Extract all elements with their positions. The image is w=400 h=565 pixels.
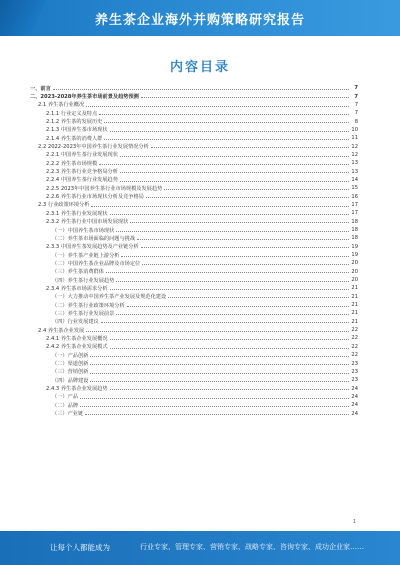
toc-entry-page: 10	[351, 126, 358, 133]
toc-leader-dots	[86, 106, 349, 107]
toc-entry-page: 12	[351, 143, 358, 150]
toc-entry-label: （二）渠道创新	[52, 361, 89, 368]
toc-leader-dots	[164, 189, 349, 190]
toc-leader-dots	[80, 406, 349, 407]
toc-leader-dots	[110, 289, 349, 290]
toc-leader-dots	[120, 172, 349, 173]
toc-entry[interactable]	[30, 243, 358, 251]
toc-entry-label: （四）行业发展建议	[52, 319, 99, 326]
toc-entry-label: 2.1 养生茶行业概况	[38, 102, 85, 109]
toc-leader-dots	[99, 114, 349, 115]
toc-leader-dots	[104, 139, 349, 140]
toc-entry-page: 23	[351, 360, 358, 367]
toc-entry-label: （一）产品创新	[52, 352, 89, 359]
toc-entry[interactable]	[30, 301, 358, 309]
toc-heading: 内容目录	[169, 60, 230, 75]
toc-entry-label: （一）中国养生茶市场现状	[52, 227, 115, 234]
toc-entry-label: （二）中国养生茶企业品牌及市场定位	[52, 260, 141, 267]
page-number: 1	[352, 519, 356, 525]
toc-entry-page: 8	[354, 118, 358, 125]
toc-entry[interactable]	[30, 309, 358, 317]
toc-entry-label: 2.2.3 养生茶行业竞争格局分析	[46, 169, 118, 176]
toc-entry-page: 24	[351, 402, 358, 409]
toc-entry-label: 一、前言	[30, 85, 51, 92]
toc-entry-page: 7	[354, 110, 358, 117]
toc-leader-dots	[141, 97, 349, 98]
toc-entry-label: （三）养生茶行业发展前景	[52, 310, 115, 317]
toc-entry-page: 24	[351, 410, 358, 417]
toc-entry-label: （一）产品	[52, 394, 78, 401]
footer-roles: 行业专家、管理专家、营销专家、战略专家、咨询专家、成功企业家……	[140, 543, 364, 551]
toc-leader-dots	[168, 297, 349, 298]
toc-entry[interactable]	[30, 176, 358, 184]
toc-entry-page: 14	[351, 176, 358, 183]
toc-leader-dots	[106, 272, 349, 273]
toc-entry[interactable]	[30, 126, 358, 134]
toc-entry-page: 20	[351, 260, 358, 267]
toc-entry[interactable]	[30, 384, 358, 392]
toc-entry[interactable]	[30, 251, 358, 259]
toc-entry-page: 21	[351, 318, 358, 325]
toc-entry-page: 15	[351, 185, 358, 192]
toc-entry[interactable]	[30, 259, 358, 267]
toc-leader-dots	[85, 414, 349, 415]
toc-entry-page: 22	[351, 352, 358, 359]
toc-entry-label: 2.1.1 行业定义及特点	[46, 110, 98, 117]
toc-entry[interactable]	[30, 201, 358, 209]
toc-entry[interactable]	[30, 142, 358, 150]
toc-entry-label: 2.2.2 养生茶市场规模	[46, 160, 98, 167]
table-of-contents	[30, 84, 358, 418]
toc-entry[interactable]	[30, 101, 358, 109]
toc-entry-page: 21	[351, 302, 358, 309]
toc-entry-page: 17	[351, 210, 358, 217]
toc-leader-dots	[120, 156, 349, 157]
toc-entry-page: 20	[351, 268, 358, 275]
toc-entry-page: 21	[351, 293, 358, 300]
toc-leader-dots	[90, 381, 349, 382]
toc-entry-label: 2.4 养生茶企业发展	[38, 327, 85, 334]
toc-entry[interactable]	[30, 117, 358, 125]
toc-leader-dots	[116, 314, 349, 315]
toc-entry[interactable]	[30, 393, 358, 401]
toc-entry-label: （二）品牌	[52, 402, 78, 409]
toc-entry-page: 24	[351, 393, 358, 400]
toc-entry-label: （四）养生茶行业发展趋势	[52, 277, 115, 284]
toc-entry[interactable]	[30, 368, 358, 376]
toc-leader-dots	[91, 206, 349, 207]
toc-entry[interactable]	[30, 209, 358, 217]
toc-entry-page: 13	[351, 160, 358, 167]
toc-entry-label: （三）养生茶消费群体	[52, 269, 104, 276]
toc-entry[interactable]	[30, 318, 358, 326]
toc-leader-dots	[110, 389, 349, 390]
toc-entry-page: 17	[351, 201, 358, 208]
toc-entry-page: 21	[351, 310, 358, 317]
toc-entry-label: 2.3.4 养生茶市场需求分析	[46, 285, 108, 292]
toc-entry-page: 22	[351, 343, 358, 350]
toc-entry[interactable]	[30, 268, 358, 276]
toc-leader-dots	[80, 398, 349, 399]
toc-leader-dots	[116, 231, 349, 232]
toc-entry-label: 2.3.2 养生茶行业中国市场发展现状	[46, 219, 129, 226]
toc-entry-label: （二）养生茶行业政策环境分析	[52, 302, 125, 309]
toc-entry[interactable]	[30, 351, 358, 359]
toc-entry[interactable]	[30, 401, 358, 409]
toc-entry-label: （一）大力推动中国养生茶产业发展及规范化建设	[52, 294, 167, 301]
toc-leader-dots	[151, 147, 349, 148]
toc-entry-label: 2.3.3 中国养生茶发展趋势及产业链分析	[46, 244, 139, 251]
toc-leader-dots	[101, 322, 349, 323]
toc-leader-dots	[90, 364, 349, 365]
toc-entry-page: 23	[351, 368, 358, 375]
toc-entry-page: 12	[351, 151, 358, 158]
toc-entry-label: 2.4.3 养生茶企业发展趋势	[46, 386, 108, 393]
toc-entry-page: 22	[351, 327, 358, 334]
toc-entry[interactable]	[30, 343, 358, 351]
toc-entry[interactable]	[30, 409, 358, 417]
toc-entry[interactable]	[30, 284, 358, 292]
toc-entry[interactable]	[30, 234, 358, 242]
toc-leader-dots	[99, 164, 349, 165]
toc-entry-label: 2.2 2022-2023年中国养生茶行业发展情况分析	[38, 144, 149, 151]
toc-leader-dots	[104, 122, 349, 123]
toc-leader-dots	[146, 197, 349, 198]
toc-entry[interactable]	[30, 218, 358, 226]
toc-entry-label: 2.2.4 中国养生茶行业发展趋势	[46, 177, 118, 184]
toc-leader-dots	[53, 89, 349, 90]
toc-leader-dots	[90, 373, 349, 374]
toc-leader-dots	[110, 348, 349, 349]
toc-entry-label: 2.4.1 养生茶企业发展概况	[46, 335, 108, 342]
toc-leader-dots	[130, 222, 349, 223]
toc-entry[interactable]	[30, 226, 358, 234]
toc-entry-page: 19	[351, 243, 358, 250]
toc-leader-dots	[121, 256, 349, 257]
toc-entry-label: 2.4.2 养生茶企业发展模式	[46, 344, 108, 351]
toc-entry[interactable]	[30, 151, 358, 159]
toc-entry[interactable]	[30, 134, 358, 142]
toc-leader-dots	[127, 306, 349, 307]
toc-entry[interactable]	[30, 159, 358, 167]
toc-entry-label: 2.1.3 中国养生茶市场现状	[46, 127, 108, 134]
toc-entry-label: 2.1.2 养生茶的发展历史	[46, 119, 103, 126]
toc-entry-label: 2.3 行业政策环境分析	[38, 202, 90, 209]
toc-entry-label: 2.2.5 2023年中国养生茶行业市场规模及发展趋势	[46, 185, 163, 192]
toc-entry-label: （一）养生茶产业链上游分析	[52, 252, 120, 259]
toc-leader-dots	[137, 239, 349, 240]
toc-leader-dots	[90, 356, 349, 357]
toc-entry[interactable]	[30, 376, 358, 384]
toc-entry-page: 24	[351, 385, 358, 392]
toc-entry[interactable]	[30, 167, 358, 175]
toc-entry-label: 2.2.6 养生茶行业市场现状分析及竞争格局	[46, 194, 144, 201]
toc-entry-page: 7	[354, 101, 358, 108]
toc-entry-page: 11	[351, 135, 358, 142]
toc-leader-dots	[110, 131, 349, 132]
toc-entry-page: 23	[351, 377, 358, 384]
toc-entry-label: 2.2.1 中国养生茶行业发展现状	[46, 152, 118, 159]
toc-entry[interactable]	[30, 92, 358, 100]
toc-leader-dots	[120, 181, 349, 182]
toc-entry-page: 21	[351, 285, 358, 292]
toc-entry[interactable]	[30, 84, 358, 92]
toc-leader-dots	[110, 339, 349, 340]
toc-entry-page: 13	[351, 168, 358, 175]
toc-entry-label: 2.1.4 养生茶的消费人群	[46, 135, 103, 142]
toc-entry-page: 18	[351, 235, 358, 242]
toc-entry-page: 20	[351, 277, 358, 284]
toc-entry-page: 16	[351, 193, 358, 200]
toc-entry-page: 19	[351, 252, 358, 259]
toc-entry-label: 2.3.1 养生茶行业发展现状	[46, 210, 108, 217]
toc-entry[interactable]	[30, 192, 358, 200]
toc-entry-label: （三）营销创新	[52, 369, 89, 376]
report-title: 养生茶企业海外并购策略研究报告	[94, 13, 305, 28]
toc-entry[interactable]	[30, 109, 358, 117]
toc-leader-dots	[142, 264, 349, 265]
toc-entry-label: （二）养生茶市场面临的问题与挑战	[52, 235, 136, 242]
toc-entry-label: （三）产业链	[52, 411, 84, 418]
footer-banner	[0, 531, 400, 565]
toc-entry-label: （四）品牌建设	[52, 377, 89, 384]
toc-entry[interactable]	[30, 326, 358, 334]
toc-entry-page: 22	[351, 335, 358, 342]
toc-leader-dots	[116, 281, 349, 282]
toc-leader-dots	[110, 214, 349, 215]
toc-entry-page: 7	[354, 93, 358, 100]
toc-entry-page: 18	[351, 227, 358, 234]
toc-leader-dots	[86, 331, 349, 332]
footer-slogan: 让每个人都能成为	[50, 543, 110, 552]
toc-entry[interactable]	[30, 184, 358, 192]
toc-entry-page: 18	[351, 218, 358, 225]
toc-entry[interactable]	[30, 334, 358, 342]
toc-entry[interactable]	[30, 276, 358, 284]
toc-leader-dots	[141, 247, 349, 248]
toc-entry[interactable]	[30, 359, 358, 367]
toc-entry-label: 二、2023-2028年养生茶市场前景及趋势预测	[30, 94, 139, 101]
toc-entry-page: 7	[354, 85, 358, 92]
header-banner	[0, 0, 400, 36]
toc-entry[interactable]	[30, 293, 358, 301]
